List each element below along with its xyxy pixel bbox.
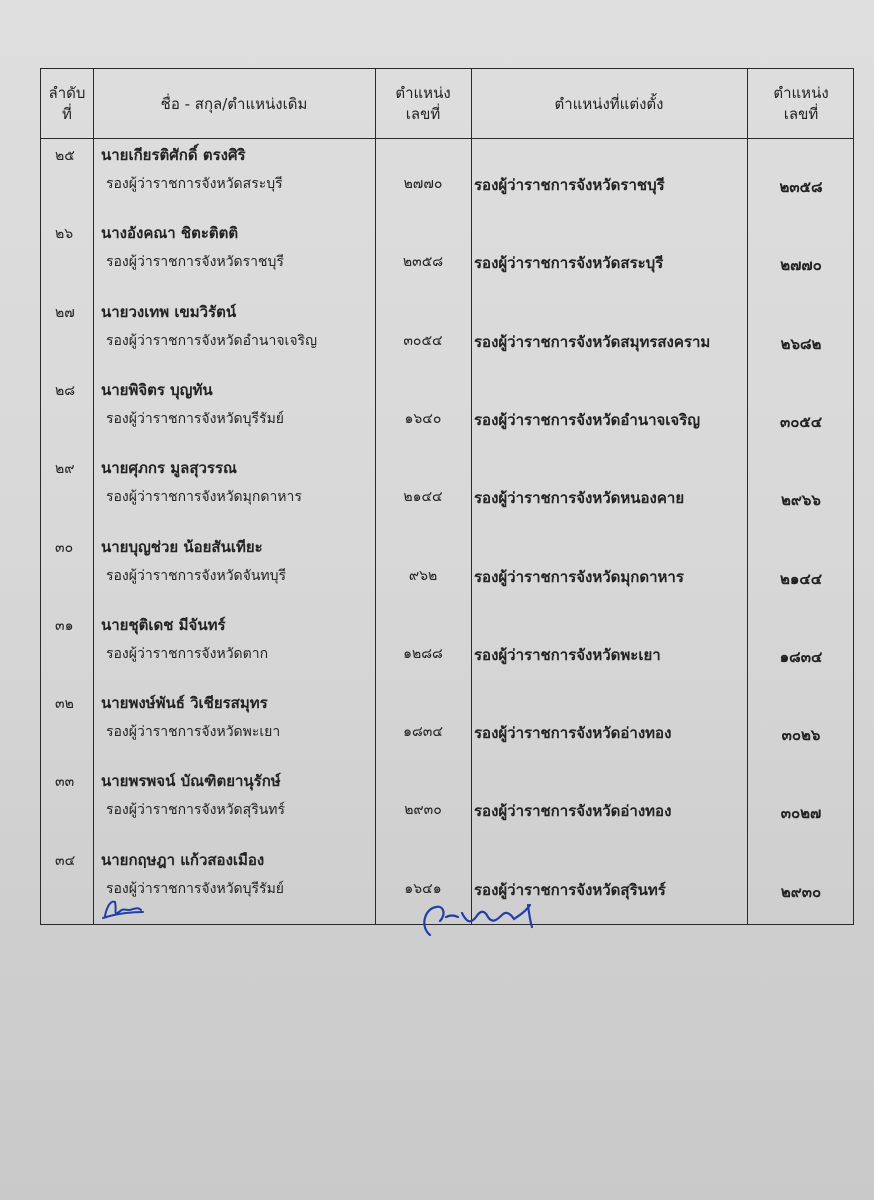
table-row: [41, 296, 855, 374]
order-number: ๓๔: [55, 852, 76, 869]
person-name: นายชุติเดช มีจันทร์: [101, 615, 226, 634]
previous-position: รองผู้ว่าราชการจังหวัดอำนาจเจริญ: [106, 332, 317, 349]
previous-position-number: ๓๐๕๔: [403, 332, 443, 349]
table-row: [41, 217, 855, 295]
previous-position-number: ๑๖๔๐: [404, 410, 442, 427]
appointed-position: รองผู้ว่าราชการจังหวัดมุกดาหาร: [474, 567, 684, 586]
order-number: ๓๐: [55, 539, 74, 556]
previous-position: รองผู้ว่าราชการจังหวัดตาก: [106, 645, 269, 662]
appointed-position: รองผู้ว่าราชการจังหวัดสุรินทร์: [474, 880, 666, 899]
appointed-position-number: ๒๖๘๒: [780, 334, 822, 353]
previous-position: รองผู้ว่าราชการจังหวัดบุรีรัมย์: [106, 410, 285, 427]
previous-position: รองผู้ว่าราชการจังหวัดสุรินทร์: [106, 802, 286, 819]
appointed-position-number: ๒๓๕๘: [779, 178, 823, 196]
initials-signature-left: [95, 888, 155, 928]
appointed-position: รองผู้ว่าราชการจังหวัดหนองคาย: [474, 489, 685, 508]
header-order: ลำดับ ที่: [48, 84, 86, 123]
person-name: นายพรพจน์ บัณฑิตยานุรักษ์: [101, 772, 281, 791]
order-number: ๒๘: [55, 382, 76, 399]
order-number: ๒๙: [55, 461, 75, 478]
order-number: ๒๕: [55, 148, 75, 164]
previous-position-number: ๒๙๓๐: [404, 802, 442, 819]
previous-position-number: ๙๖๒: [408, 567, 438, 584]
header-new-position: ตำแหน่งที่แต่งตั้ง: [554, 94, 664, 113]
previous-position-number: ๒๓๕๘: [402, 254, 444, 271]
previous-position: รองผู้ว่าราชการจังหวัดบุรีรัมย์: [106, 880, 285, 897]
previous-position-number: ๒๗๗๐: [403, 176, 443, 192]
appointed-position: รองผู้ว่าราชการจังหวัดสมุทรสงคราม: [474, 332, 711, 351]
appointed-position-number: ๑๘๓๔: [779, 647, 823, 666]
person-name: นายวงเทพ เขมวิรัตน์: [101, 302, 237, 321]
header-old-number: ตำแหน่ง เลขที่: [395, 84, 451, 123]
person-name: นายพิจิตร บุญทัน: [101, 380, 213, 399]
order-number: ๓๑: [55, 617, 74, 634]
table-row: [41, 531, 855, 609]
appointed-position-number: ๒๑๔๔: [779, 569, 823, 588]
header-new-number: ตำแหน่ง เลขที่: [773, 84, 829, 123]
appointed-position: รองผู้ว่าราชการจังหวัดสระบุรี: [474, 254, 664, 273]
appointed-position-number: ๓๐๕๔: [779, 412, 823, 431]
appointed-position-number: ๒๙๓๐: [780, 882, 822, 901]
order-number: ๒๖: [55, 226, 74, 243]
order-number: ๓๓: [55, 774, 75, 791]
previous-position: รองผู้ว่าราชการจังหวัดมุกดาหาร: [106, 489, 302, 506]
appointed-position-number: ๓๐๒๖: [781, 726, 821, 745]
appointed-position-number: ๓๐๒๗: [780, 804, 822, 823]
appointed-position: รองผู้ว่าราชการจังหวัดราชบุรี: [474, 176, 665, 194]
appointed-position-number: ๒๗๗๐: [780, 256, 822, 275]
appointed-position-number: ๒๙๖๖: [781, 491, 821, 510]
previous-position-number: ๑๒๘๘: [403, 645, 443, 662]
previous-position: รองผู้ว่าราชการจังหวัดจันทบุรี: [106, 567, 287, 584]
table-row: [41, 687, 855, 765]
person-name: นางอังคณา ชิตะติตติ: [101, 224, 239, 243]
previous-position: รองผู้ว่าราชการจังหวัดพะเยา: [106, 724, 281, 741]
previous-position-number: ๒๑๔๔: [403, 489, 443, 506]
appointed-position: รองผู้ว่าราชการจังหวัดอ่างทอง: [474, 802, 672, 821]
header-name: ชื่อ - สกุล/ตำแหน่งเดิม: [160, 94, 308, 113]
previous-position: รองผู้ว่าราชการจังหวัดราชบุรี: [106, 254, 284, 271]
person-name: นายกฤษฎา แก้วสองเมือง: [101, 850, 265, 869]
person-name: นายบุญช่วย น้อยสันเทียะ: [101, 537, 263, 556]
table-row: [41, 374, 855, 452]
table-row: [41, 452, 855, 530]
table-row: [41, 609, 855, 687]
order-number: ๓๒: [55, 696, 74, 713]
order-number: ๒๗: [55, 304, 75, 321]
person-name: นายศุภกร มูลสุวรรณ: [101, 459, 237, 478]
previous-position-number: ๑๘๓๔: [403, 724, 443, 741]
table-row: [41, 139, 855, 217]
previous-position-number: ๑๖๔๑: [404, 880, 442, 897]
appointed-position: รองผู้ว่าราชการจังหวัดอำนาจเจริญ: [474, 410, 701, 429]
handwritten-signature: [410, 895, 560, 945]
appointed-position: รองผู้ว่าราชการจังหวัดอ่างทอง: [474, 724, 672, 743]
table-row: [41, 765, 855, 843]
appointed-position: รองผู้ว่าราชการจังหวัดพะเยา: [474, 645, 661, 664]
person-name: นายพงษ์พันธ์ วิเชียรสมุทร: [101, 694, 268, 713]
person-name: นายเกียรติศักดิ์ ตรงศิริ: [101, 146, 246, 164]
appointment-table: [40, 68, 854, 925]
previous-position: รองผู้ว่าราชการจังหวัดสระบุรี: [106, 176, 283, 192]
